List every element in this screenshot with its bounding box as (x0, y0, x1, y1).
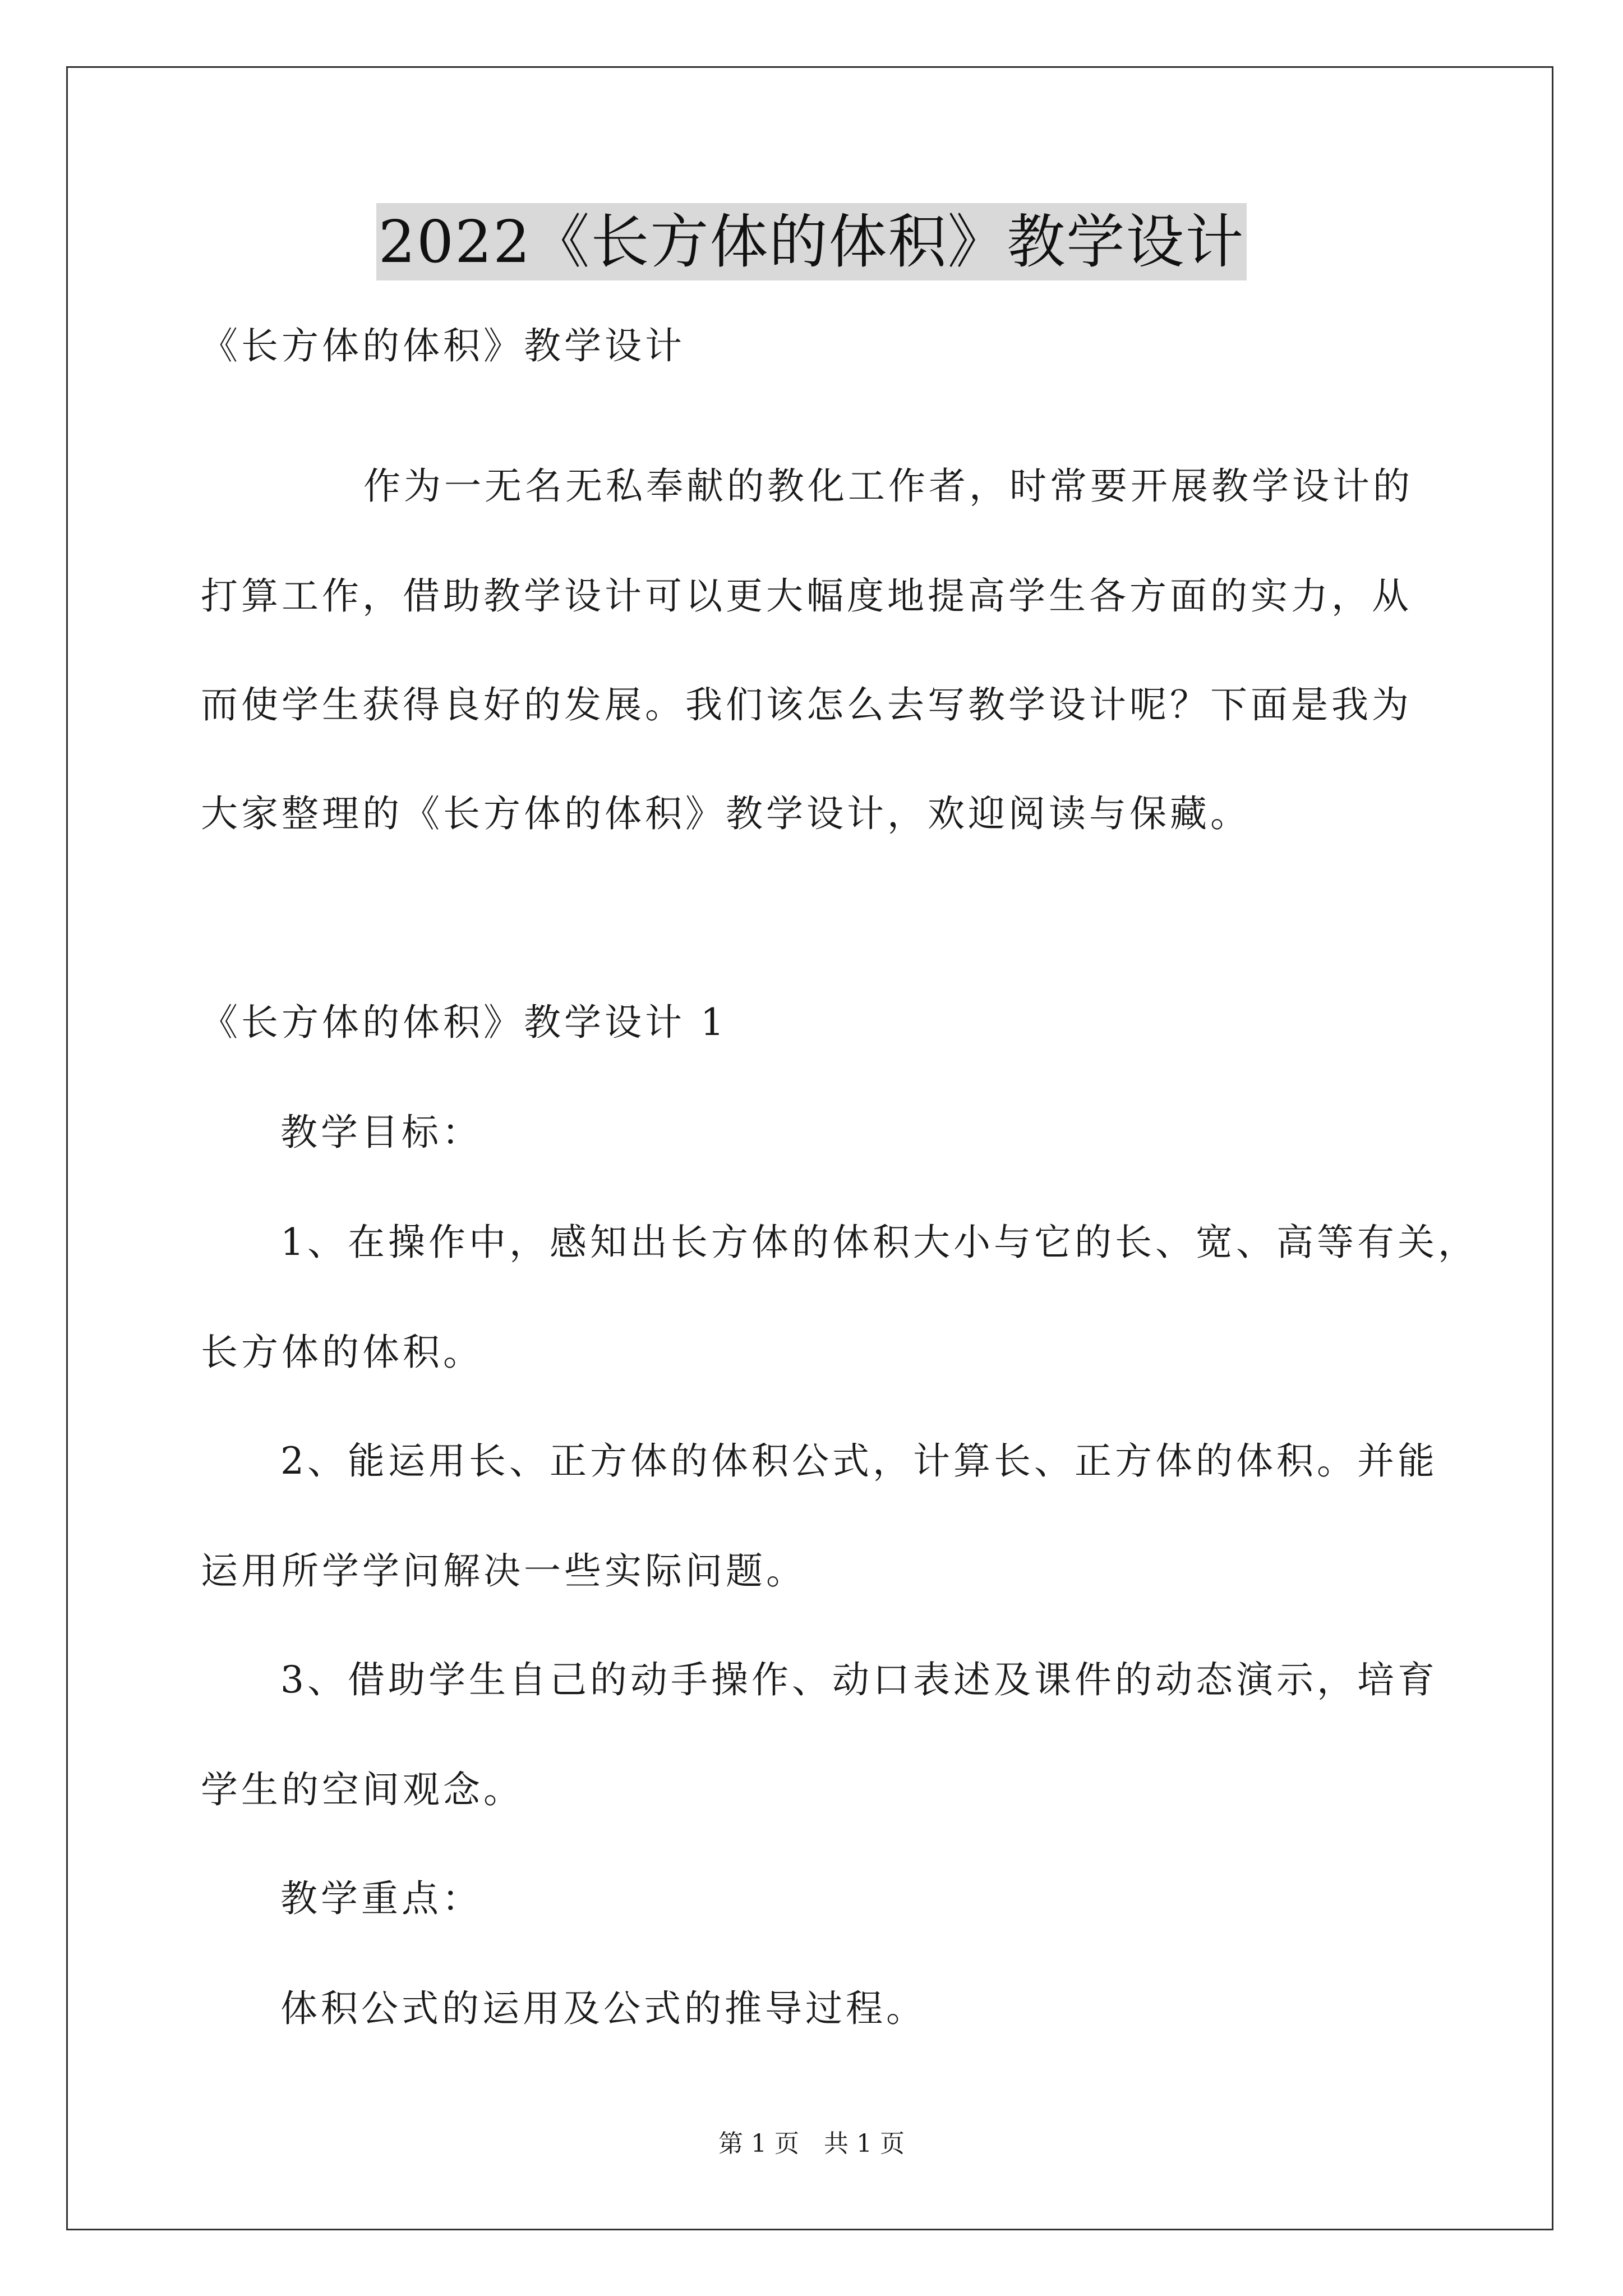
goal-2-line-2: 运用所学学问解决一些实际问题。 (201, 1549, 806, 1593)
focus-text: 体积公式的运用及公式的推导过程。 (280, 1987, 926, 2030)
focus-heading: 教学重点： (280, 1877, 482, 1920)
goal-3-line-1: 3、借助学生自己的动手操作、动口表述及课件的动态演示，培育 (280, 1658, 1438, 1701)
title-container (0, 203, 1623, 280)
goal-1-line-1: 1、在操作中，感知出长方体的体积大小与它的长、宽、高等有关， (280, 1221, 1478, 1264)
goals-heading: 教学目标： (280, 1111, 482, 1154)
document-title: 2022《长方体的体积》教学设计 (376, 203, 1247, 280)
goal-2-line-1: 2、能运用长、正方体的体积公式，计算长、正方体的体积。并能 (280, 1439, 1438, 1483)
intro-line-3: 而使学生获得良好的发展。我们该怎么去写教学设计呢？下面是我为 (201, 683, 1412, 726)
document-subtitle: 《长方体的体积》教学设计 (201, 324, 685, 367)
intro-line-2: 打算工作，借助教学设计可以更大幅度地提高学生各方面的实力，从 (201, 574, 1412, 618)
intro-line-4: 大家整理的《长方体的体积》教学设计，欢迎阅读与保藏。 (201, 792, 1251, 835)
goal-1-line-2: 长方体的体积。 (201, 1331, 483, 1374)
section-title: 《长方体的体积》教学设计 1 (201, 1001, 727, 1044)
page-footer: 第 1 页 共 1 页 (718, 2129, 905, 2158)
goal-3-line-2: 学生的空间观念。 (201, 1768, 524, 1811)
intro-line-1: 作为一无名无私奉献的教化工作者，时常要开展教学设计的 (363, 464, 1413, 508)
